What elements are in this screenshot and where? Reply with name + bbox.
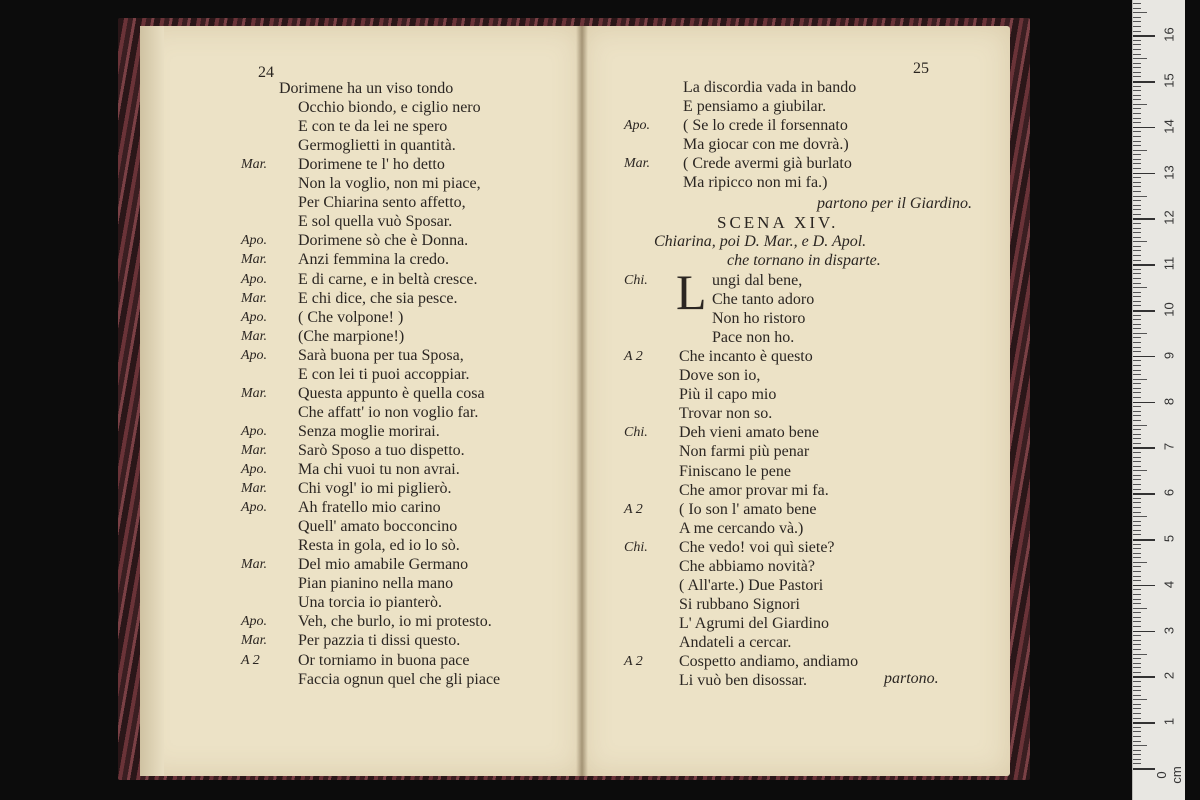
- ruler-tick: [1133, 521, 1141, 522]
- ruler-tick: [1133, 315, 1141, 316]
- ruler-tick: [1133, 58, 1147, 59]
- ruler-tick: [1133, 534, 1141, 535]
- verse-line: E chi dice, che sia pesce.: [298, 289, 458, 307]
- speaker-label: Mar.: [241, 385, 268, 401]
- ruler-tick: [1133, 681, 1141, 682]
- ruler-tick: [1133, 466, 1141, 467]
- ruler-tick: [1133, 342, 1141, 343]
- ruler-tick: [1133, 118, 1141, 119]
- ruler-label: 8: [1161, 397, 1177, 405]
- ruler-tick: [1133, 379, 1147, 380]
- verse-line: Ma chi vuoi tu non avrai.: [298, 461, 460, 478]
- ruler-tick: [1133, 264, 1155, 266]
- verse-line: Non ho ristoro: [712, 310, 806, 328]
- ruler-tick: [1133, 328, 1141, 329]
- speaker-label: Chi.: [624, 273, 648, 288]
- ruler-tick: [1133, 260, 1141, 261]
- verse-line: ( All'arte.) Due Pastori: [679, 576, 824, 594]
- ruler-tick: [1133, 461, 1141, 462]
- verse-line: Resta in gola, ed io lo sò.: [298, 537, 460, 555]
- ruler-tick: [1133, 228, 1141, 229]
- ruler-tick: [1133, 727, 1141, 728]
- verse-line: Che abbiamo novità?: [679, 557, 815, 575]
- ruler-tick: [1133, 502, 1141, 503]
- ruler-tick: [1133, 411, 1141, 412]
- ruler-tick: [1133, 86, 1141, 87]
- speaker-label: Mar.: [241, 252, 268, 268]
- ruler-tick: [1133, 557, 1141, 558]
- verse-line: Questa appunto è quella cosa: [298, 384, 485, 402]
- ruler-tick: [1133, 731, 1141, 732]
- ruler-tick: [1133, 99, 1141, 100]
- verse-line: ( Io son l' amato bene: [679, 500, 817, 518]
- verse-line: L' Agrumi del Giardino: [679, 614, 829, 632]
- ruler-tick: [1133, 26, 1141, 27]
- ruler-tick: [1133, 722, 1155, 724]
- ruler-tick: [1133, 406, 1141, 407]
- verse-line: Deh vieni amato bene: [679, 424, 819, 442]
- ruler-tick: [1133, 617, 1141, 618]
- ruler-tick: [1133, 44, 1141, 45]
- ruler-tick: [1133, 608, 1147, 609]
- ruler-tick: [1133, 205, 1141, 206]
- dropcap-line: ungi dal bene,: [712, 272, 803, 289]
- ruler-tick: [1133, 553, 1141, 554]
- speaker-label: Apo.: [241, 614, 268, 630]
- ruler-tick: [1133, 374, 1141, 375]
- ruler-tick: [1133, 667, 1141, 668]
- ruler-tick: [1133, 571, 1141, 572]
- ruler-tick: [1133, 447, 1155, 449]
- ruler-tick: [1133, 443, 1141, 444]
- verse-line: ( Crede avermi già burlato: [683, 155, 852, 173]
- ruler-tick: [1133, 40, 1141, 41]
- ruler-tick: [1133, 67, 1141, 68]
- ruler-tick: [1133, 388, 1141, 389]
- ruler-tick: [1133, 397, 1141, 398]
- ruler-tick: [1133, 49, 1141, 50]
- verse-line: Dorimene te l' ho detto: [298, 156, 445, 174]
- ruler-tick: [1133, 763, 1141, 764]
- verse-line: ( Se lo crede il forsennato: [683, 117, 848, 135]
- verse-line: Anzi femmina la credo.: [298, 251, 450, 269]
- ruler-tick: [1133, 333, 1147, 334]
- verse-line: Occhio biondo, e ciglio nero: [298, 99, 481, 117]
- ruler-tick: [1133, 489, 1141, 490]
- verse-line: E sol quella vuò Sposar.: [298, 213, 453, 231]
- ruler-tick: [1133, 324, 1141, 325]
- ruler-tick: [1133, 360, 1141, 361]
- ruler-tick: [1133, 76, 1141, 77]
- verse-line: Che incanto è questo: [679, 348, 813, 366]
- verse-line: A me cercando và.): [679, 519, 804, 537]
- speaker-label: Apo.: [241, 500, 268, 516]
- verse-line: Che tanto adoro: [712, 291, 815, 309]
- ruler-label: 4: [1161, 580, 1177, 588]
- verse-line: Cospetto andiamo, andiamo: [679, 653, 859, 670]
- ruler-tick: [1133, 269, 1141, 270]
- verse-line: Quell' amato bocconcino: [298, 518, 458, 536]
- ruler-tick: [1133, 644, 1141, 645]
- verse-line: Senza moglie morirai.: [298, 422, 440, 440]
- stage-direction: partono per il Giardino.: [817, 195, 972, 212]
- ruler-tick: [1133, 347, 1141, 348]
- scene-cast-continued: che tornano in disparte.: [727, 252, 881, 269]
- verse-line: Chi vogl' io mi piglierò.: [298, 480, 452, 498]
- ruler-tick: [1133, 676, 1155, 678]
- verse-line: E con lei ti puoi accoppiar.: [298, 365, 470, 383]
- ruler-tick: [1133, 704, 1141, 705]
- verse-line: Per pazzia ti dissi questo.: [298, 632, 461, 650]
- ruler-tick: [1133, 498, 1141, 499]
- ruler-tick: [1133, 122, 1141, 123]
- ruler-tick: [1133, 296, 1141, 297]
- ruler-tick: [1133, 525, 1141, 526]
- ruler-tick: [1133, 603, 1141, 604]
- ruler-tick: [1133, 493, 1155, 495]
- ruler-tick: [1133, 191, 1141, 192]
- speaker-label: Mar.: [241, 442, 268, 458]
- speaker-label: Chi.: [624, 425, 648, 441]
- verse-line: E pensiamo a giubilar.: [683, 98, 827, 116]
- ruler-tick: [1133, 200, 1141, 201]
- ruler-tick: [1133, 319, 1141, 320]
- speaker-label: Apo.: [241, 462, 268, 477]
- ruler-tick: [1133, 745, 1147, 746]
- verse-line: Germoglietti in quantità.: [298, 137, 456, 155]
- ruler-tick: [1133, 392, 1141, 393]
- ruler-tick: [1133, 273, 1141, 274]
- ruler-tick: [1133, 402, 1155, 404]
- ruler-tick: [1133, 310, 1155, 312]
- ruler-label: 16: [1161, 27, 1177, 42]
- ruler-tick: [1133, 566, 1141, 567]
- ruler-tick: [1133, 654, 1147, 655]
- speaker-label: A 2: [624, 349, 643, 365]
- ruler-tick: [1133, 672, 1141, 673]
- ruler-tick: [1133, 457, 1141, 458]
- ruler-tick: [1133, 72, 1141, 73]
- ruler-tick: [1133, 150, 1147, 151]
- speaker-label: Apo.: [241, 423, 268, 439]
- ruler-label: 3: [1161, 626, 1177, 634]
- ruler-tick: [1133, 168, 1141, 169]
- ruler-tick: [1133, 544, 1141, 545]
- verse-line: Pace non ho.: [712, 329, 795, 347]
- verse-line: La discordia vada in bando: [683, 79, 857, 96]
- speaker-label: Mar.: [624, 156, 651, 172]
- ruler-tick: [1133, 475, 1141, 476]
- ruler-label: 11: [1161, 256, 1177, 271]
- verse-line: Ma ripicco non mi fa.): [683, 174, 828, 192]
- verse-line: Andateli a cercar.: [679, 633, 792, 651]
- ruler-tick: [1133, 539, 1155, 541]
- ruler-tick: [1133, 223, 1141, 224]
- ruler-tick: [1133, 640, 1141, 641]
- verse-line: Or torniamo in buona pace: [298, 651, 470, 669]
- ruler-label: 6: [1161, 489, 1177, 497]
- ruler-tick: [1133, 626, 1141, 627]
- ruler-tick: [1133, 516, 1147, 517]
- ruler-tick: [1133, 209, 1141, 210]
- verse-line: Pian pianino nella mano: [298, 575, 454, 593]
- ruler-tick: [1133, 594, 1141, 595]
- ruler-tick: [1133, 90, 1141, 91]
- ruler-label: 12: [1161, 210, 1177, 226]
- ruler-tick: [1133, 305, 1141, 306]
- ruler-tick: [1133, 232, 1141, 233]
- speaker-label: Apo.: [241, 271, 268, 287]
- ruler-tick: [1133, 241, 1147, 242]
- ruler-tick: [1133, 255, 1141, 256]
- ruler-tick: [1133, 548, 1141, 549]
- ruler-tick: [1133, 351, 1141, 352]
- ruler-tick: [1133, 612, 1141, 613]
- ruler-tick: [1133, 759, 1141, 760]
- right-page-number: 25: [913, 60, 929, 77]
- speaker-label: Mar.: [241, 328, 268, 344]
- ruler-tick: [1133, 292, 1141, 293]
- verse-line: Li vuò ben disossar.: [679, 672, 807, 690]
- ruler-tick: [1133, 768, 1155, 770]
- ruler-tick: [1133, 576, 1141, 577]
- verse-line: Più il capo mio: [679, 386, 777, 404]
- verse-line: Sarà buona per tua Sposa,: [298, 346, 464, 364]
- ruler-tick: [1133, 154, 1141, 155]
- ruler-tick: [1133, 337, 1141, 338]
- ruler-tick: [1133, 383, 1141, 384]
- ruler-tick: [1133, 182, 1141, 183]
- ruler-tick: [1133, 658, 1141, 659]
- ruler-tick: [1133, 287, 1147, 288]
- speaker-label: Apo.: [241, 347, 268, 363]
- verse-line: Non la voglio, non mi piace,: [298, 175, 481, 193]
- verse-line: Che vedo! voi quì siete?: [679, 538, 835, 556]
- ruler-tick: [1133, 686, 1141, 687]
- speaker-label: Apo.: [241, 233, 268, 249]
- ruler-tick: [1133, 63, 1141, 64]
- ruler-tick: [1133, 95, 1141, 96]
- ruler-tick: [1133, 301, 1141, 302]
- ruler-tick: [1133, 663, 1141, 664]
- ruler-tick: [1133, 621, 1141, 622]
- ruler-label: 13: [1161, 164, 1177, 180]
- ruler-tick: [1133, 750, 1141, 751]
- verse-line: Trovar non so.: [679, 405, 773, 423]
- ruler-label: 14: [1161, 119, 1177, 134]
- verse-line: E di carne, e in beltà cresce.: [298, 270, 478, 288]
- verse-line: Per Chiarina sento affetto,: [298, 194, 466, 212]
- speaker-label: Mar.: [241, 290, 268, 306]
- final-stage-direction: partono.: [884, 670, 939, 687]
- speaker-label: A 2: [624, 501, 643, 517]
- speaker-label: Mar.: [241, 481, 268, 497]
- ruler-tick: [1133, 530, 1141, 531]
- ruler-tick: [1133, 741, 1141, 742]
- ruler-tick: [1133, 113, 1141, 114]
- verse-line: Dorimene sò che è Donna.: [298, 232, 469, 250]
- ruler-tick: [1133, 649, 1141, 650]
- speaker-label: A 2: [624, 654, 643, 669]
- ruler-tick: [1133, 512, 1141, 513]
- speaker-label: Apo.: [241, 309, 268, 325]
- verse-line: Che amor provar mi fa.: [679, 481, 829, 499]
- speaker-label: Mar.: [241, 157, 268, 173]
- ruler-tick: [1133, 177, 1141, 178]
- ruler-tick: [1133, 434, 1141, 435]
- ruler-label: 10: [1161, 302, 1177, 317]
- ruler-tick: [1133, 246, 1141, 247]
- ruler-label: 1: [1161, 718, 1177, 726]
- ruler-tick: [1133, 35, 1155, 37]
- verse-line: Si rubbano Signori: [679, 595, 800, 613]
- ruler-tick: [1133, 470, 1147, 471]
- ruler-tick: [1133, 31, 1141, 32]
- verse-line: Dove son io,: [679, 367, 761, 385]
- ruler-tick: [1133, 108, 1141, 109]
- ruler-tick: [1133, 484, 1141, 485]
- book-gutter: [576, 26, 588, 776]
- ruler-tick: [1133, 695, 1141, 696]
- speaker-label: Mar.: [241, 557, 268, 573]
- ruler-label: 15: [1161, 73, 1177, 88]
- ruler-tick: [1133, 17, 1141, 18]
- ruler-tick: [1133, 452, 1141, 453]
- verse-line: Veh, che burlo, io mi protesto.: [298, 613, 492, 631]
- ruler-tick: [1133, 420, 1141, 421]
- ruler-tick: [1133, 237, 1141, 238]
- ruler-tick: [1133, 365, 1141, 366]
- ruler-tick: [1133, 218, 1155, 220]
- ruler-tick: [1133, 159, 1141, 160]
- ruler-label: 0 cm: [1154, 766, 1184, 784]
- verse-line: Che affatt' io non voglio far.: [298, 403, 479, 421]
- ruler-tick: [1133, 141, 1141, 142]
- ruler-tick: [1133, 8, 1141, 9]
- ruler-tick: [1133, 250, 1141, 251]
- ruler-tick: [1133, 370, 1141, 371]
- ruler-tick: [1133, 479, 1141, 480]
- ruler-tick: [1133, 145, 1141, 146]
- ruler-tick: [1133, 708, 1141, 709]
- ruler-tick: [1133, 3, 1141, 4]
- ruler-tick: [1133, 131, 1141, 132]
- ruler-tick: [1133, 163, 1141, 164]
- left-page-number: 24: [258, 64, 274, 81]
- verse-line: E con te da lei ne spero: [298, 118, 448, 136]
- measurement-ruler: [1132, 0, 1185, 800]
- verse-line: ( Che volpone! ): [298, 308, 404, 326]
- ruler-tick: [1133, 21, 1141, 22]
- verse-line: Del mio amabile Germano: [298, 556, 469, 574]
- ruler-tick: [1133, 136, 1141, 137]
- ruler-tick: [1133, 415, 1141, 416]
- verse-line: Non farmi più penar: [679, 443, 810, 461]
- ruler-tick: [1133, 425, 1147, 426]
- ruler-tick: [1133, 12, 1147, 13]
- verse-line: Ma giocar con me dovrà.): [683, 136, 849, 154]
- ruler-tick: [1133, 429, 1141, 430]
- verse-line: Dorimene ha un viso tondo: [279, 80, 454, 97]
- ruler-label: 7: [1161, 443, 1177, 451]
- speaker-label: Mar.: [241, 633, 268, 649]
- ruler-tick: [1133, 104, 1147, 105]
- ruler-tick: [1133, 736, 1141, 737]
- ruler-tick: [1133, 438, 1141, 439]
- speaker-label: A 2: [241, 652, 260, 668]
- verse-line: (Che marpione!): [298, 327, 405, 345]
- verse-line: Ah fratello mio carino: [298, 499, 441, 517]
- ruler-tick: [1133, 278, 1141, 279]
- speaker-label: Apo.: [624, 118, 651, 134]
- ruler-tick: [1133, 283, 1141, 284]
- ruler-tick: [1133, 186, 1141, 187]
- ruler-tick: [1133, 81, 1155, 83]
- ruler-tick: [1133, 754, 1141, 755]
- ruler-tick: [1133, 635, 1141, 636]
- ruler-tick: [1133, 589, 1141, 590]
- ruler-tick: [1133, 562, 1147, 563]
- verse-line: Faccia ognun quel che gli piace: [298, 670, 501, 688]
- ruler-tick: [1133, 507, 1141, 508]
- verse-line: Sarò Sposo a tuo dispetto.: [298, 441, 465, 459]
- speaker-label: Chi.: [624, 539, 648, 555]
- ruler-tick: [1133, 718, 1141, 719]
- ruler-tick: [1133, 54, 1141, 55]
- ruler-tick: [1133, 356, 1155, 358]
- ruler-tick: [1133, 127, 1155, 129]
- ruler-label: 2: [1161, 672, 1177, 680]
- verse-line: Finiscano le pene: [679, 462, 791, 480]
- ruler-tick: [1133, 214, 1141, 215]
- ruler-tick: [1133, 173, 1155, 175]
- ruler-tick: [1133, 713, 1141, 714]
- ruler-label: 5: [1161, 534, 1177, 543]
- ruler-tick: [1133, 580, 1141, 581]
- ruler-tick: [1133, 699, 1147, 700]
- scene-heading: SCENA XIV.: [717, 213, 839, 232]
- scene-cast: Chiarina, poi D. Mar., e D. Apol.: [654, 233, 867, 250]
- ruler-tick: [1133, 631, 1155, 633]
- verse-line: Una torcia io pianterò.: [298, 594, 442, 612]
- ruler-label: 9: [1161, 351, 1177, 359]
- drop-capital: L: [676, 264, 707, 320]
- ruler-tick: [1133, 690, 1141, 691]
- ruler-tick: [1133, 599, 1141, 600]
- ruler-tick: [1133, 585, 1155, 587]
- ruler-tick: [1133, 196, 1147, 197]
